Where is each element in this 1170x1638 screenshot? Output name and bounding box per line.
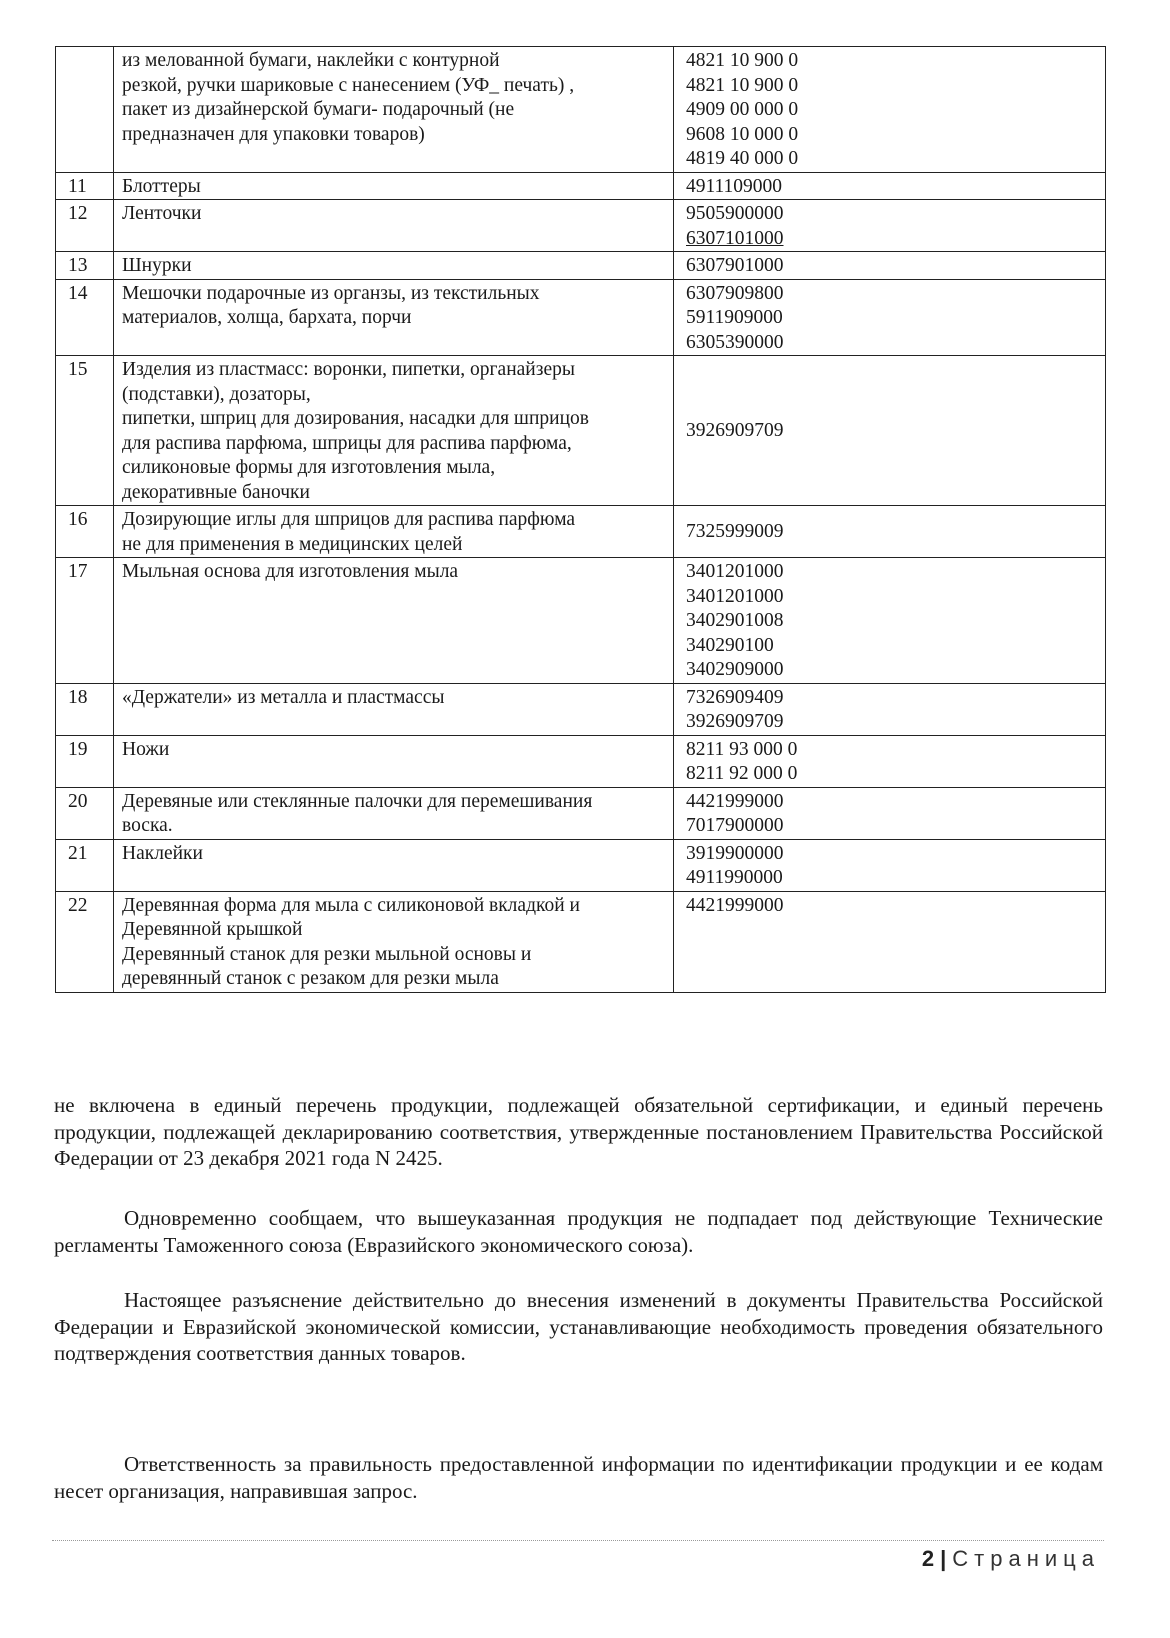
row-number xyxy=(56,47,114,173)
tn-ved-code: 3926909709 xyxy=(686,711,784,732)
tn-ved-code-cell xyxy=(674,735,1106,787)
tn-ved-code: 6305390000 xyxy=(686,331,784,353)
product-name-line: не для применения в медицинских целей xyxy=(122,533,463,555)
tn-ved-code: 4821 10 900 0 xyxy=(686,50,799,71)
product-name-line: воска. xyxy=(122,815,173,836)
product-name-line: Мешочки подарочные из органзы, из текстильных xyxy=(122,282,540,304)
product-name-cell xyxy=(114,558,674,684)
tn-ved-code: 6307901000 xyxy=(686,255,784,276)
tn-ved-code: 8211 93 000 0 xyxy=(686,738,798,760)
product-name-line: пакет из дизайнерской бумаги- подарочный (не xyxy=(122,99,515,120)
row-number: 14 xyxy=(56,279,114,356)
table-row xyxy=(56,252,1106,280)
row-number: 20 xyxy=(56,787,114,839)
product-name-cell xyxy=(114,787,674,839)
tn-ved-code: 4819 40 000 0 xyxy=(686,148,799,169)
tn-ved-code: 9608 10 000 0 xyxy=(686,123,799,145)
row-number: 17 xyxy=(56,558,114,684)
page-footer xyxy=(922,1546,1100,1572)
tn-ved-code: 4909 00 000 0 xyxy=(686,99,799,120)
table-body xyxy=(56,47,1106,993)
product-name-cell xyxy=(114,279,674,356)
table-row xyxy=(56,558,1106,684)
tn-ved-code-cell xyxy=(674,891,1106,992)
product-name-line: предназначен для упаковки товаров) xyxy=(122,123,425,145)
table-row xyxy=(56,47,1106,173)
tn-ved-code-cell xyxy=(674,683,1106,735)
row-number: 16 xyxy=(56,506,114,558)
product-name-line: Деревяные или стеклянные палочки для перемешивания xyxy=(122,790,593,812)
tn-ved-code: 8211 92 000 0 xyxy=(686,763,798,784)
product-name-cell xyxy=(114,47,674,173)
paragraph-validity: Настоящее разъяснение действительно до внесения изменений в документы Правительства Российской Федерации и Евразийской экономической комиссии, устанавливающие необходимость проведения обязательного подтверждения соответствия данных товаров. xyxy=(54,1288,1103,1365)
tn-ved-code-cell xyxy=(674,558,1106,684)
product-name-line: Наклейки xyxy=(122,842,203,864)
tn-ved-code: 3926909709 xyxy=(686,420,784,442)
product-name-line: (подставки), дозаторы, xyxy=(122,383,311,405)
tn-ved-code-cell xyxy=(674,839,1106,891)
product-name-line: Ножи xyxy=(122,738,170,760)
product-name-line: деревянный станок с резаком для резки мыла xyxy=(122,968,499,989)
product-name-line: пипетки, шприц для дозирования, насадки для шприцов xyxy=(122,408,589,429)
table-row xyxy=(56,279,1106,356)
tn-ved-code-cell xyxy=(674,506,1106,558)
table-row xyxy=(56,735,1106,787)
product-name-line: Деревянной крышкой xyxy=(122,919,303,940)
product-name-cell xyxy=(114,200,674,252)
row-number: 11 xyxy=(56,172,114,200)
tn-ved-code: 6307101000 xyxy=(686,227,784,249)
product-name-line: для распива парфюма, шприцы для распива парфюма, xyxy=(122,432,572,454)
page-label: Страница xyxy=(952,1546,1100,1571)
product-name-line: Шнурки xyxy=(122,255,192,276)
tn-ved-code: 4911990000 xyxy=(686,867,783,888)
product-name-cell xyxy=(114,506,674,558)
product-name-line: «Держатели» из металла и пластмассы xyxy=(122,686,445,708)
tn-ved-code-cell xyxy=(674,787,1106,839)
tn-ved-code: 4421999000 xyxy=(686,894,784,916)
table-row xyxy=(56,200,1106,252)
tn-ved-code: 4911109000 xyxy=(686,175,783,197)
product-name-line: резкой, ручки шариковые с нанесением (УФ_ печать) , xyxy=(122,74,575,96)
tn-ved-code: 3402901008 xyxy=(686,610,784,631)
tn-ved-code-cell xyxy=(674,47,1106,173)
product-name-cell xyxy=(114,735,674,787)
tn-ved-code: 3401201000 xyxy=(686,585,784,607)
row-number: 12 xyxy=(56,200,114,252)
table-row xyxy=(56,506,1106,558)
product-name-line: Блоттеры xyxy=(122,175,201,197)
product-name-line: Дозирующие иглы для шприцов для распива парфюма xyxy=(122,509,576,530)
tn-ved-code: 7325999009 xyxy=(686,521,784,543)
row-number: 21 xyxy=(56,839,114,891)
product-name-line: Изделия из пластмасс: воронки, пипетки, органайзеры xyxy=(122,359,575,380)
row-number: 18 xyxy=(56,683,114,735)
product-name-cell xyxy=(114,839,674,891)
tn-ved-code-cell xyxy=(674,279,1106,356)
product-name-cell xyxy=(114,683,674,735)
product-name-cell xyxy=(114,891,674,992)
tn-ved-code: 9505900000 xyxy=(686,203,784,224)
tn-ved-code-cell xyxy=(674,200,1106,252)
paragraph-certification: не включена в единый перечень продукции, подлежащей обязательной сертификации, и единый перечень продукции, подлежащей декларированию соответствия, утвержденные постановлением Правительства Российской Федерации от 23 декабря 2021 года N 2425. xyxy=(54,1093,1103,1170)
row-number: 15 xyxy=(56,356,114,506)
footer-separator: | xyxy=(940,1546,951,1571)
row-number: 13 xyxy=(56,252,114,280)
paragraph-technical-regulations: Одновременно сообщаем, что вышеуказанная продукция не подпадает под действующие Технические регламенты Таможенного союза (Евразийского экономического союза). xyxy=(54,1206,1103,1257)
table-row xyxy=(56,787,1106,839)
table-row xyxy=(56,172,1106,200)
product-name-line: Ленточки xyxy=(122,203,202,224)
table-row xyxy=(56,683,1106,735)
product-name-line: материалов, холща, бархата, порчи xyxy=(122,307,412,328)
tn-ved-code-cell xyxy=(674,252,1106,280)
product-name-line: Мыльная основа для изготовления мыла xyxy=(122,561,459,582)
tn-ved-code-cell xyxy=(674,172,1106,200)
tn-ved-code: 3402909000 xyxy=(686,659,784,680)
product-codes-table xyxy=(55,46,1106,993)
row-number: 19 xyxy=(56,735,114,787)
tn-ved-code: 4821 10 900 0 xyxy=(686,74,799,96)
product-name-line: Деревянный станок для резки мыльной основы и xyxy=(122,943,532,965)
product-name-line: декоративные баночки xyxy=(122,481,310,503)
tn-ved-code-cell xyxy=(674,356,1106,506)
tn-ved-code: 3919900000 xyxy=(686,842,784,864)
table-row xyxy=(56,839,1106,891)
table-row xyxy=(56,891,1106,992)
table-row xyxy=(56,356,1106,506)
tn-ved-code: 6307909800 xyxy=(686,282,784,304)
tn-ved-code: 7326909409 xyxy=(686,686,784,708)
paragraph-responsibility: Ответственность за правильность предоставленной информации по идентификации продукции и ее кодам несет организация, направившая запрос. xyxy=(54,1452,1103,1503)
product-name-cell xyxy=(114,252,674,280)
tn-ved-code: 3401201000 xyxy=(686,561,784,582)
tn-ved-code: 4421999000 xyxy=(686,790,784,812)
product-name-cell xyxy=(114,356,674,506)
tn-ved-code: 340290100 xyxy=(686,634,774,656)
product-name-cell xyxy=(114,172,674,200)
tn-ved-code: 5911909000 xyxy=(686,307,783,328)
row-number: 22 xyxy=(56,891,114,992)
tn-ved-code: 7017900000 xyxy=(686,815,784,836)
product-name-line: Деревянная форма для мыла с силиконовой вкладкой и xyxy=(122,894,580,916)
footer-divider xyxy=(52,1540,1104,1541)
product-name-line: силиконовые формы для изготовления мыла, xyxy=(122,457,496,478)
product-name-line: из мелованной бумаги, наклейки с контурной xyxy=(122,50,500,71)
page-number: 2 xyxy=(921,1546,939,1571)
